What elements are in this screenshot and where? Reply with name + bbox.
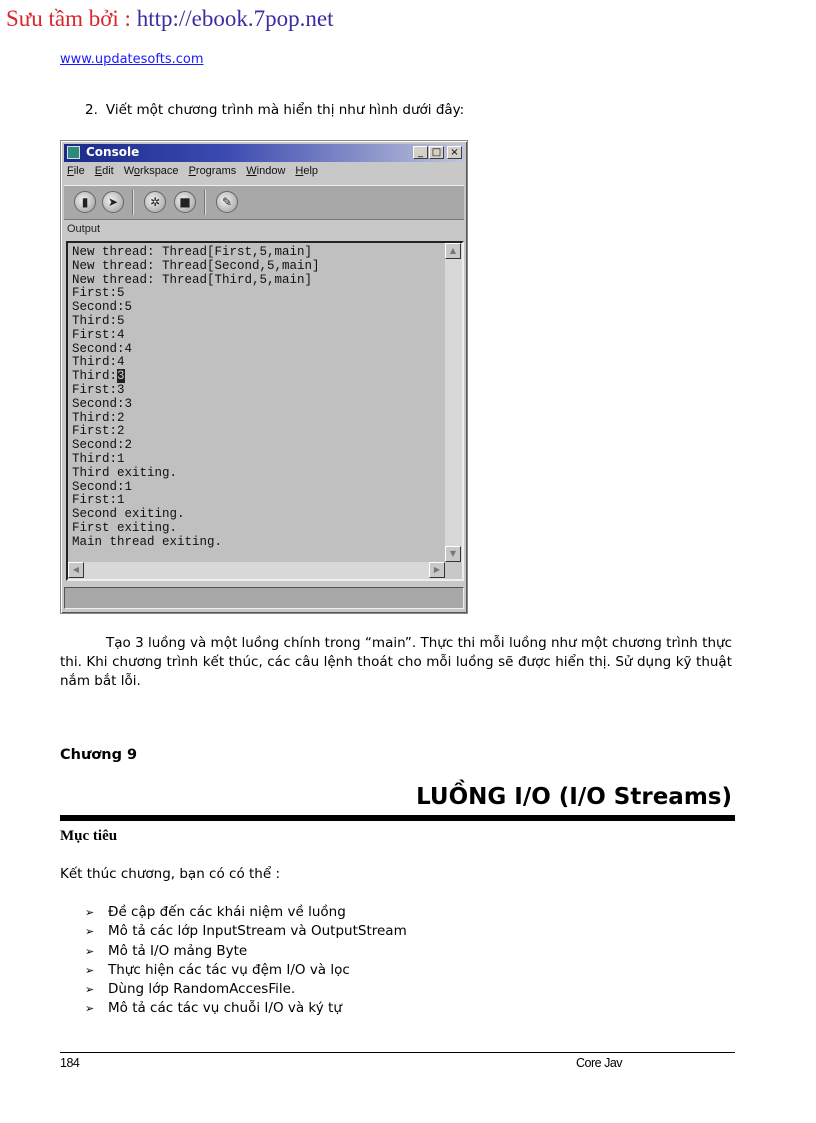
menu-programs[interactable]: Programs bbox=[188, 165, 237, 177]
menu-workspace[interactable]: Workspace bbox=[123, 165, 179, 177]
list-item: ➢ Đề cập đến các khái niệm về luồng bbox=[85, 903, 407, 922]
watermark-url[interactable]: http://ebook.7pop.net bbox=[136, 6, 334, 31]
debug-icon[interactable]: ✲ bbox=[144, 191, 166, 213]
arrow-bullet-icon: ➢ bbox=[85, 1002, 95, 1016]
menu-file[interactable]: File bbox=[67, 165, 85, 177]
arrow-bullet-icon: ➢ bbox=[85, 944, 95, 958]
list-item: ➢ Dùng lớp RandomAccesFile. bbox=[85, 980, 407, 999]
output-text: New thread: Thread[First,5,main] New thread: Thread[Second,5,main] New thread: Thread[Third,5,main] First:5 Second:5 Third:5 First:4 Second:4 Third:4 Third:3 First:3 Second:3 Third:2 First:2 Second:2 Third:1 Third exiting. Second:1 First:1 Second exiting. First exiting. Main thread exiting. bbox=[72, 245, 320, 549]
page-number: 184 bbox=[60, 1056, 80, 1070]
stop-icon[interactable]: ■ bbox=[174, 191, 196, 213]
arrow-bullet-icon: ➢ bbox=[85, 925, 95, 939]
run-icon[interactable]: ➤ bbox=[102, 191, 124, 213]
maximize-button[interactable]: □ bbox=[429, 146, 444, 159]
status-bar bbox=[64, 587, 464, 609]
vertical-scrollbar[interactable] bbox=[445, 243, 462, 562]
app-icon bbox=[67, 146, 80, 159]
question-number: 2. bbox=[85, 102, 98, 118]
arrow-bullet-icon: ➢ bbox=[85, 906, 95, 919]
menu-edit[interactable]: Edit bbox=[94, 165, 114, 177]
list-item: ➢ Mô tả các tác vụ chuỗi I/O và ký tự bbox=[85, 999, 407, 1018]
question-text: Viết một chương trình mà hiển thị như hình dưới đây: bbox=[105, 102, 465, 118]
objectives-intro: Kết thúc chương, bạn có có thể : bbox=[60, 866, 280, 882]
compile-icon[interactable]: ▮ bbox=[74, 191, 96, 213]
horizontal-scrollbar[interactable] bbox=[68, 562, 445, 579]
scroll-left-arrow-icon[interactable]: ◀ bbox=[68, 562, 84, 578]
window-title: Console bbox=[86, 145, 140, 159]
scroll-down-arrow-icon[interactable]: ▼ bbox=[445, 546, 461, 562]
toolbar bbox=[64, 185, 464, 220]
arrow-bullet-icon: ➢ bbox=[85, 963, 95, 977]
objectives-heading: Mục tiêu bbox=[60, 828, 118, 844]
text-cursor: 3 bbox=[117, 369, 125, 384]
toolbar-separator bbox=[204, 190, 205, 215]
scroll-corner bbox=[445, 562, 462, 579]
menu-bar bbox=[67, 165, 318, 183]
list-item: ➢ Mô tả các lớp InputStream và OutputStream bbox=[85, 922, 407, 941]
list-item: ➢ Mô tả I/O mảng Byte bbox=[85, 942, 407, 961]
menu-help[interactable]: Help bbox=[295, 165, 319, 177]
console-window bbox=[60, 140, 468, 614]
watermark-label: Sưu tầm bởi : bbox=[6, 6, 137, 31]
scroll-up-arrow-icon[interactable]: ▲ bbox=[445, 243, 461, 259]
close-button[interactable]: × bbox=[447, 146, 462, 159]
question-2 bbox=[85, 102, 464, 118]
arrow-bullet-icon: ➢ bbox=[85, 983, 95, 997]
heading-rule bbox=[60, 815, 735, 821]
footer-book-title: Core Jav bbox=[576, 1056, 623, 1070]
objectives-list bbox=[85, 903, 407, 1019]
footer-rule bbox=[60, 1052, 735, 1053]
output-pane[interactable] bbox=[66, 241, 464, 581]
chapter-label: Chương 9 bbox=[60, 747, 138, 763]
menu-window[interactable]: Window bbox=[246, 165, 286, 177]
cursor-line: Third:3 bbox=[72, 369, 125, 384]
flashlight-icon[interactable]: ✎ bbox=[216, 191, 238, 213]
header-link[interactable]: www.updatesofts.com bbox=[60, 52, 204, 67]
scroll-right-arrow-icon[interactable]: ▶ bbox=[429, 562, 445, 578]
output-label: Output bbox=[67, 223, 101, 235]
minimize-button[interactable]: _ bbox=[413, 146, 428, 159]
toolbar-separator bbox=[132, 190, 133, 215]
list-item: ➢ Thực hiện các tác vụ đệm I/O và lọc bbox=[85, 961, 407, 980]
exercise-paragraph: Tạo 3 luồng và một luồng chính trong “main”. Thực thi mỗi luồng như một chương trình thực thi. Khi chương trình kết thúc, các câu lệnh thoát cho mỗi luồng sẽ được hiển thị. Sử dụng kỹ thuật nắm bắt lỗi. bbox=[60, 635, 732, 689]
watermark bbox=[6, 6, 333, 32]
chapter-title: LUỒNG I/O (I/O Streams) bbox=[416, 784, 732, 810]
title-bar[interactable] bbox=[64, 144, 464, 162]
